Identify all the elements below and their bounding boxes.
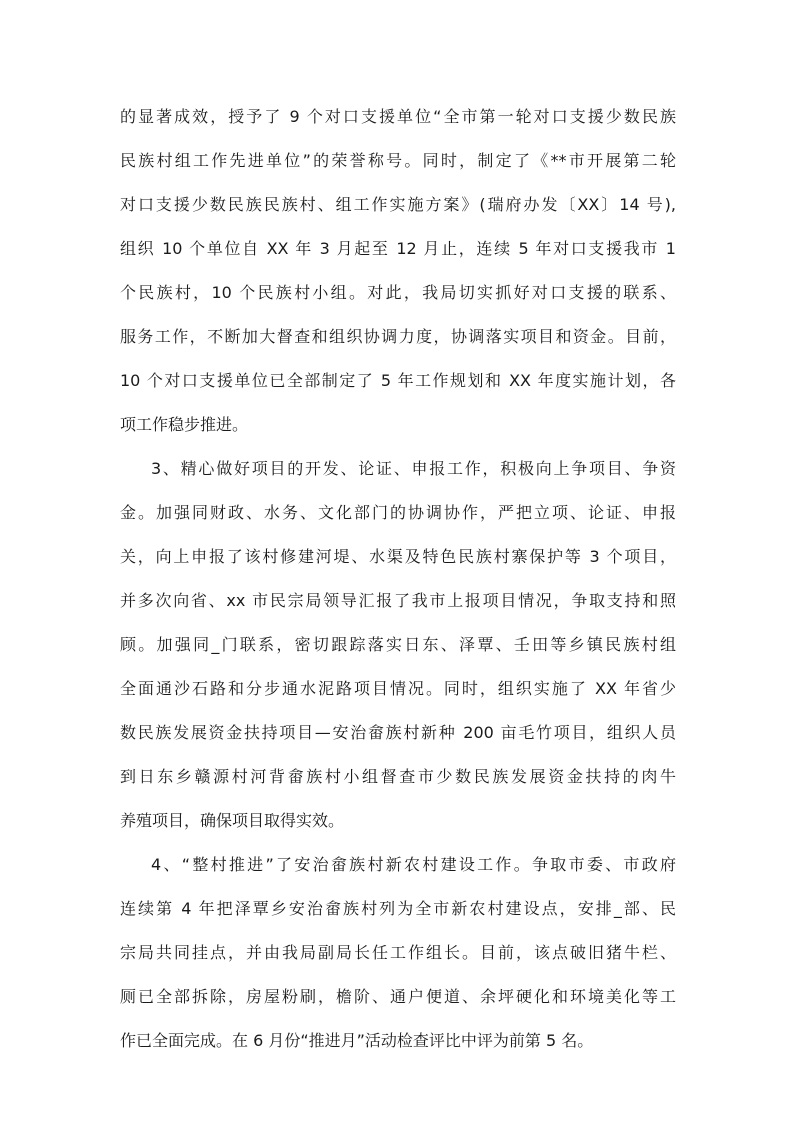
text-line: 到日东乡赣源村河背畲族村小组督查市少数民族发展资金扶持的肉牛 (120, 767, 676, 786)
text-line: 金。加强同财政、水务、文化部门的协调协作，严把立项、论证、申报 (120, 503, 676, 522)
text-line: 关，向上申报了该村修建河堤、水渠及特色民族村寨保护等 3 个项目， (120, 547, 676, 566)
text-line: 并多次向省、xx 市民宗局领导汇报了我市上报项目情况，争取支持和照 (120, 591, 676, 610)
text-line: 数民族发展资金扶持项目—安治畲族村新种 200 亩毛竹项目，组织人员 (120, 723, 676, 742)
text-line: 厕已全部拆除，房屋粉刷，檐阶、通户便道、余坪硬化和环境美化等工 (120, 987, 676, 1006)
text-line: 项工作稳步推进。 (120, 415, 249, 434)
text-line: 连续第 4 年把泽覃乡安治畲族村列为全市新农村建设点，安排_部、民 (120, 899, 676, 918)
text-line: 民族村组工作先进单位”的荣誉称号。同时，制定了《**市开展第二轮 (120, 151, 676, 170)
text-line: 宗局共同挂点，并由我局副局长任工作组长。目前，该点破旧猪牛栏、 (120, 943, 676, 962)
text-line: 组织 10 个单位自 XX 年 3 月起至 12 月止，连续 5 年对口支援我市 1 (120, 239, 676, 258)
text-line: 3、精心做好项目的开发、论证、申报工作，积极向上争项目、争资 (151, 459, 676, 478)
text-line: 养殖项目，确保项目取得实效。 (120, 811, 345, 830)
text-line: 10 个对口支援单位已全部制定了 5 年工作规划和 XX 年度实施计划，各 (120, 371, 676, 390)
text-line: 全面通沙石路和分步通水泥路项目情况。同时，组织实施了 XX 年省少 (120, 679, 676, 698)
text-line: 个民族村，10 个民族村小组。对此，我局切实抓好对口支援的联系、 (120, 283, 676, 302)
text-line: 4、“整村推进”了安治畲族村新农村建设工作。争取市委、市政府 (151, 855, 676, 874)
text-line: 作已全面完成。在 6 月份“推进月”活动检查评比中评为前第 5 名。 (120, 1031, 594, 1050)
text-line: 顾。加强同_门联系，密切跟踪落实日东、泽覃、壬田等乡镇民族村组 (120, 635, 676, 654)
text-line: 对口支援少数民族民族村、组工作实施方案》(瑞府办发〔XX〕14 号), (120, 195, 676, 214)
text-line: 的显著成效，授予了 9 个对口支援单位“全市第一轮对口支援少数民族 (120, 107, 676, 126)
text-line: 服务工作，不断加大督查和组织协调力度，协调落实项目和资金。目前， (120, 327, 676, 346)
